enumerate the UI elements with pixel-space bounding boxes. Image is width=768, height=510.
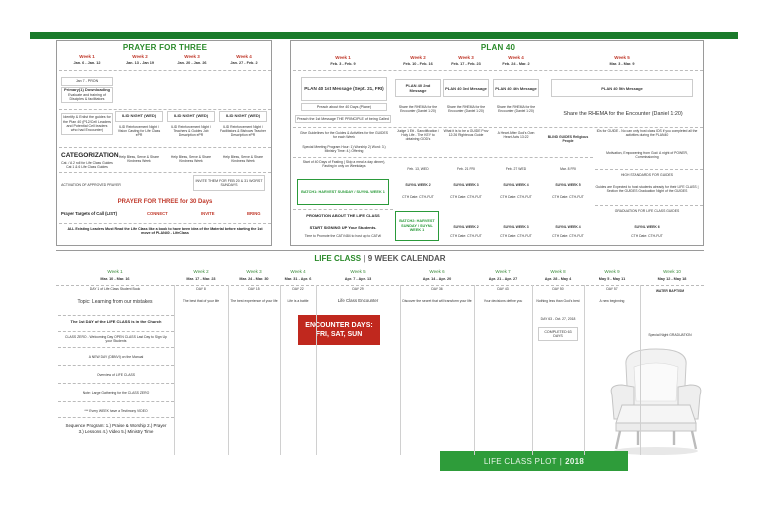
life-topic: Topic: Learning from our mistakes: [77, 299, 153, 305]
completed-days-text: COMPLETED 63 DAYS: [544, 329, 572, 338]
life-day-label: DAY 22: [292, 287, 304, 291]
cth-date: CTH Date: CTH-FUT: [500, 195, 532, 199]
start-fasting: Start of 40 Days of Fasting ( Skip a meal a day dinner), Fasting in only on Weekdays: [302, 160, 386, 169]
life-week-date: Mar. 24 - Mar. 30: [239, 277, 269, 281]
life-week-label: Week 6: [429, 269, 445, 274]
prayer-week-label: Week 4: [236, 54, 252, 59]
life-week-header-row: [56, 267, 704, 285]
date-feb27: Feb. 27 WED: [505, 167, 527, 171]
promotion-note: PROMOTION ABOUT THE LIFE CLASS: [306, 213, 380, 218]
life-week-date: Mar. 17 - Mar. 23: [186, 277, 216, 281]
life-topic: Nothing less than God's best: [536, 299, 580, 303]
invite-label: INVITE: [201, 211, 215, 216]
testimony-video-note: *** Every WEEK have a Testimony VIDEO: [84, 409, 148, 413]
life-class-title: [56, 254, 704, 263]
invite-box: [193, 175, 265, 191]
categorization-heading: CATEGORIZATION: [61, 152, 119, 159]
jan7-text: Jan 7 - PRON: [75, 79, 99, 84]
life-class-panel: [56, 250, 704, 478]
prayer-footer: ALL Existing Leaders Must Read the Life Class like a book to have been idea of the Material before starting the 1st move of PLAN40 - LifeClass: [67, 227, 263, 236]
life-day-label: DAY 43: [497, 287, 509, 291]
plan40-message-text: PLAN 40 5th Message: [601, 85, 643, 91]
give-guidelines: Give Guidelines for the Guides & Activities for the GUIDES for each Week: [299, 131, 388, 140]
prayer-targets-label: Prayer Targets of Call (LIST): [61, 211, 118, 216]
life-day-label: DAY 1 of Life Class Student Book: [89, 287, 141, 291]
column-divider: [174, 285, 175, 455]
primary-download-title: Primary(1) Downloading: [63, 87, 110, 93]
plan40-week-label: Week 1: [335, 55, 351, 60]
column-divider: [532, 285, 533, 455]
primary-download-cell: [61, 87, 113, 103]
cth-date: CTH Date: CTH-FUT: [500, 234, 532, 238]
plan40-week-label: Week 2: [410, 55, 426, 60]
ilid-night-label: ILID NIGHT (WED): [121, 113, 157, 119]
life-week-label: Week 4: [290, 269, 306, 274]
what-guide-note: What it is to be a GUIDE Prov 12:26 Righteous Guide: [443, 129, 489, 138]
life-week-date: Mar. 10 - Mar. 16: [100, 277, 130, 281]
blind-guides-note: BLIND GUIDES Religious People: [547, 135, 589, 144]
encounter-days-banner: [298, 315, 380, 345]
graduation-guides: GRADUATION FOR LIFE CLASS GUIDES: [614, 209, 680, 213]
life-topic: Discover the secret that will transform your life: [402, 299, 472, 303]
prayer-week-label: Week 2: [132, 54, 148, 59]
special-night-note: Special Night GRADUATION: [648, 333, 692, 337]
life-week-label: Week 10: [663, 269, 681, 274]
cth-date: CTH Date: CTH-FUT: [631, 234, 663, 238]
new-day-note: A NEW DAY (DBNVI) on the Manual: [88, 355, 144, 359]
plot-separator: |: [559, 456, 563, 466]
plan40-week-date: Feb. 17 - Feb. 23: [451, 62, 481, 66]
suynl-week: SUYNL WEEK 4: [503, 183, 529, 187]
column-divider: [640, 285, 641, 455]
suynl-week: SUYNL WEEK 3: [453, 183, 479, 187]
prayer-week-date: Jan. 6 - Jan. 12: [73, 61, 101, 65]
ilid-night-cell: [167, 111, 215, 122]
activation-note: ACTIVATION OF APPROVED PRAYER: [61, 183, 121, 187]
prayer-panel: [56, 40, 272, 246]
life-topic: Your decisions define you: [483, 299, 523, 303]
life-week-date: May 5 - May 11: [598, 277, 626, 281]
prayer-title: PRAYER FOR THREE: [122, 43, 208, 52]
encounter-days-text: ENCOUNTER DAYS: FRI, SAT, SUN: [305, 322, 373, 338]
plan40-week-label: Week 5: [614, 55, 630, 60]
column-divider: [228, 285, 229, 455]
batch2-text: BATCH2: HARVEST SUNDAY / SUYNL WEEK 1: [399, 218, 435, 233]
plan40-week-date: Feb. 10 - Feb. 16: [403, 62, 433, 66]
motivation-note: Motivation, Empowering from God: A night of POWER, Commissioning: [606, 151, 688, 160]
special-meeting: Special Meeting Program Hour: 1) Worship 2) Word: 3.) Ministry Time: 4.) Offering: [302, 145, 386, 154]
help-bless-note: Help Bless, Serve & Share Kindness Week: [118, 155, 160, 164]
guides-expected: Guides are Expected to host students already for their LIFE CLASS | Section the GUIDES Graduation Night of the GUIDES: [595, 185, 699, 194]
prayer-week-date: Jan. 20 - Jan. 26: [177, 61, 207, 65]
life-topic: The best experience of your life: [230, 299, 278, 303]
life-week-label: Week 1: [107, 269, 123, 274]
share-rhema: Share the RHEMA for the Encounter (Daniel 1:20): [446, 105, 486, 114]
jan7-cell: [61, 77, 113, 86]
column-divider: [280, 285, 281, 455]
life-topic: A new beginning: [599, 299, 625, 303]
suynl-week-6: SUYNL WEEK 6: [634, 225, 660, 229]
time-promote: Time to Promote the CATV484 to host up to CATvII: [304, 234, 382, 238]
life-week-date: Mar. 31 - Apr. 6: [284, 277, 312, 281]
preach-cell: [301, 103, 387, 111]
prayer-week-date: Jan. 13 - Jan 19: [125, 61, 155, 65]
life-topic-row: [56, 295, 704, 315]
cth-date: CTH Date: CTH-FUT: [450, 195, 482, 199]
armchair-illustration: [604, 345, 704, 457]
ilid-night-label: ILID NIGHT (WED): [225, 113, 261, 119]
class-zero-note: CLASS ZERO - Welcoming Day OPEN CLASS Last Day to Sign Up your Students: [65, 335, 167, 344]
p30-title: PRAYER FOR THREE for 30 Days: [117, 199, 213, 205]
day63-note: DAY 63 - Oct. 27, 2018: [540, 317, 576, 321]
cth-date: CTH Date: CTH-FUT: [402, 195, 434, 199]
batch2-box: [395, 211, 439, 241]
plan40-message: [301, 77, 387, 101]
help-bless-note: Help Bless, Serve & Share Kindness Week: [170, 155, 212, 164]
life-class-title-sub: 9 WEEK CALENDAR: [367, 254, 446, 263]
judge-note: Judge 1 Ett - Sanctification / Holy Life - The KEY to obtaining GOD's: [396, 129, 440, 142]
plan40-message-text: PLAN 40 4th Message: [495, 85, 537, 91]
ilid-night-cell: [115, 111, 163, 122]
plan40-title: PLAN 40: [480, 43, 516, 52]
high-standards: HIGH STANDARDS FOR GUIDES: [620, 173, 674, 177]
prayer-week-date: Jan. 27 - Feb. 2: [230, 61, 258, 65]
water-baptism: WATER BAPTISM: [655, 289, 685, 293]
batch1-text: BATCH1: HARVEST SUNDAY / SUYNL WEEK 1: [301, 189, 385, 194]
ids-note: IDs for GUIDE - No can only host class IDS if you completed all the activities during the PLAN40: [596, 129, 698, 138]
plan40-message: [551, 79, 693, 97]
preach2-cell: [295, 115, 391, 123]
share-rhema-big: Share the RHEMA for the Encounter (Daniel 1:20): [563, 111, 683, 117]
column-divider: [316, 285, 317, 455]
ilid-night-label: ILID NIGHT (WED): [173, 113, 209, 119]
ilid-night-cell: [219, 111, 267, 122]
plan40-message: [493, 79, 539, 97]
start-signing: START SIGNING UP Your Students.: [309, 225, 377, 230]
plan40-message-text: PLAN 40 1st Message (Sept. 21, FRI): [304, 86, 384, 92]
life-week-label: Week 2: [193, 269, 209, 274]
top-brand-bar: [30, 32, 738, 39]
plan40-message: [395, 79, 441, 97]
date-mar8: Mar. 8 FRI: [560, 167, 576, 171]
suynl-week: SUYNL WEEK 2: [405, 183, 431, 187]
cth-date: CTH Date: CTH-FUT: [552, 195, 584, 199]
plot-title: LIFE CLASS PLOT: [483, 456, 557, 466]
categorization-sub: Cat. / A 2 roll for Life Class Guides Cat 1 & 6 Life Class Guides: [61, 161, 113, 170]
plan40-panel: [290, 40, 704, 246]
first-day-note: The 1st DAY of the LIFE CLASS is in the Church: [70, 319, 162, 324]
share-rhema: Share the RHEMA for the Encounter (Daniel 1:20): [496, 105, 536, 114]
life-week-date: Apr. 14 - Apr. 20: [422, 277, 452, 281]
primary-download-sub: Evaluate and training of Disciples & facilitators: [68, 92, 106, 102]
life-day-label: DAY 36: [431, 287, 443, 291]
life-day-label: DAY 15: [248, 287, 260, 291]
suynl-week-2: SUYNL WEEK 3: [503, 225, 529, 229]
prayer-week-label: Week 3: [184, 54, 200, 59]
plan40-message: [443, 79, 489, 97]
help-bless-note: Help Bless, Serve & Share Kindness Week: [222, 155, 264, 164]
batch1-box: [297, 179, 389, 205]
life-day-label: DAY 8: [196, 287, 206, 291]
life-class-title-main: LIFE CLASS: [314, 254, 362, 263]
plan40-week-date: Feb. 3 - Feb. 9: [330, 62, 356, 66]
life-week-label: Week 3: [246, 269, 262, 274]
plan40-week-date: Feb. 24 - Mar. 2: [502, 62, 530, 66]
title-separator: |: [363, 254, 366, 263]
life-week-label: Week 7: [495, 269, 511, 274]
life-week-label: Week 5: [350, 269, 366, 274]
column-divider: [400, 285, 401, 455]
life-topic: Life is a battle: [287, 299, 309, 303]
life-week-date: May 12 - May 18: [657, 277, 687, 281]
life-day-row: [56, 287, 704, 295]
connect-label: CONNECT: [147, 211, 168, 216]
life-week-date: Apr. 28 - May 4: [544, 277, 572, 281]
sequence-program-note: Sequence Program: 1.) Praise & Worship 2.) Prayer 3.) Lessons 4.) Video 5.) Ministry Time: [65, 423, 167, 434]
life-week-label: Week 9: [604, 269, 620, 274]
plan40-message-text: PLAN 40 2nd Message: [405, 83, 431, 93]
completed-days: [538, 327, 578, 341]
prayer-week-label: Week 1: [79, 54, 95, 59]
cth-date: CTH Date: CTH-FUT: [552, 234, 584, 238]
heart-note: A Heart After God's Own Heart Acts 13:22: [497, 131, 535, 140]
column-divider: [474, 285, 475, 455]
plan40-week-date: Mar. 3 - Mar. 9: [609, 62, 635, 66]
life-topic: Life Class Encounter: [337, 298, 379, 303]
life-day-label: DAY 29: [352, 287, 364, 291]
identify-guides-cell: [61, 113, 113, 135]
life-week-date: Apr. 7 - Apr. 13: [344, 277, 372, 281]
share-rhema: Share the RHEMA for the Encounter (Daniel 1:20): [398, 105, 438, 114]
suynl-week-2: SUYNL WEEK 2: [453, 225, 479, 229]
preach2-text: Preach the 1st Message THE PRINCIPLE of being Called: [297, 116, 389, 121]
plot-year: 2018: [565, 456, 585, 466]
date-feb21: Feb. 21 FRI: [457, 167, 475, 171]
bring-label: BRING: [247, 211, 261, 216]
overview-note: Overview of LIFE CLASS: [96, 373, 136, 377]
plan40-week-label: Week 4: [508, 55, 524, 60]
suynl-week: SUYNL WEEK 5: [555, 183, 581, 187]
large-gathering-note: Note: Large Gathering for the CLASS ZERO: [82, 391, 150, 395]
life-class-plot-banner: [440, 451, 628, 471]
invite-box-text: INVITE THEM FOR FEB 20 & 31 WORST SUNDAYS: [195, 178, 263, 187]
date-feb13: Feb. 13, WED: [407, 167, 429, 171]
identify-guides-text: Identify & Enlist the guides for the Plan 40 (P12/Cell Leaders and Potential Cell leaders who had Encounter): [63, 115, 111, 133]
life-day-label: DAY 50: [552, 287, 564, 291]
column-divider: [584, 285, 585, 455]
life-week-date: Apr. 21 - Apr. 27: [488, 277, 518, 281]
ilid-desc: ILID Reinforcement Night / Teachers & Guides Job Description ePR: [171, 125, 211, 138]
ilid-desc: ILID Reinforcement Night / Facilitators & Bishows Teacher Description ePR: [219, 125, 267, 138]
suynl-week-2: SUYNL WEEK 4: [555, 225, 581, 229]
life-topic: The best that of your life: [182, 299, 220, 303]
ilid-desc: ILID Reinforcement Night / Vision Casting for Life Class ePR: [117, 125, 161, 138]
life-day-label: DAY 57: [606, 287, 618, 291]
preach-text: Preach about the 40 Days (Plane): [316, 104, 372, 109]
life-week-label: Week 8: [550, 269, 566, 274]
plan40-week-label: Week 3: [458, 55, 474, 60]
cth-date: CTH Date: CTH-FUT: [450, 234, 482, 238]
plan40-message-text: PLAN 40 3rd Message: [445, 85, 487, 91]
